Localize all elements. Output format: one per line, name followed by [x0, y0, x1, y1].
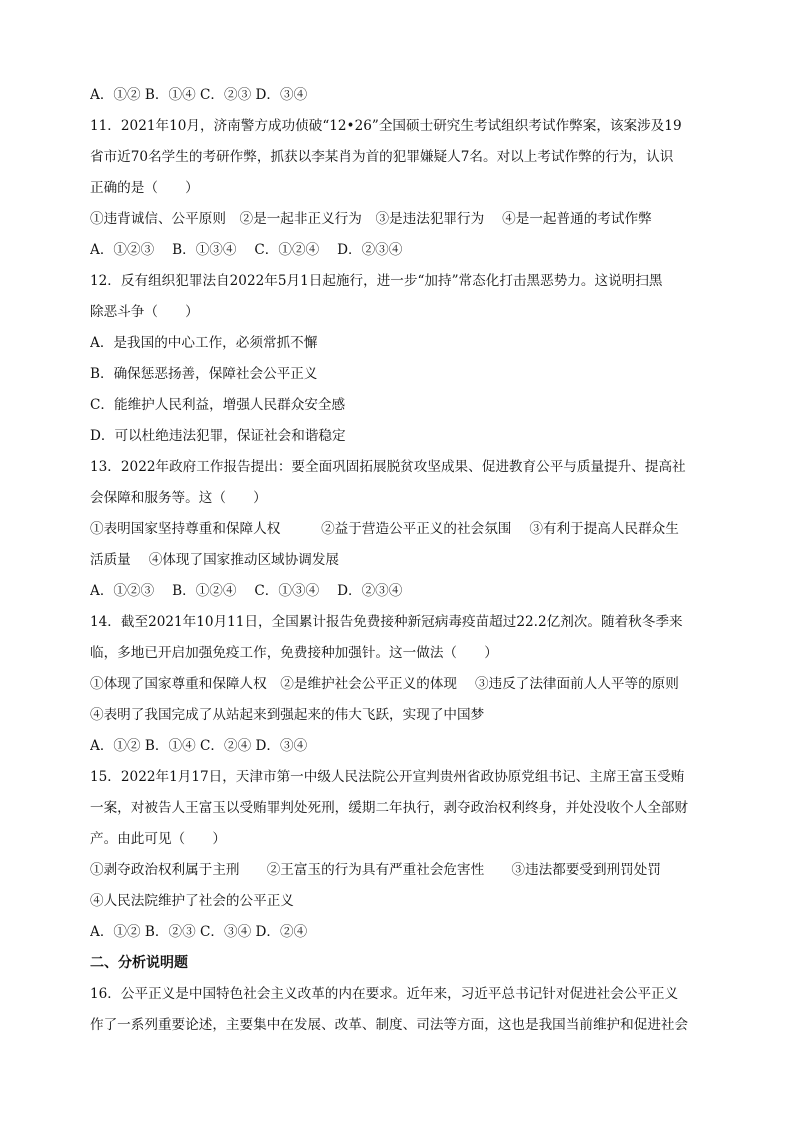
q14-stem-line-1: 14．截至2021年10月11日，全国累计报告免费接种新冠病毒疫苗超过22.2亿剂次。随着秋冬季来 [90, 614, 683, 630]
q12-option-d: D．可以杜绝违法犯罪，保证社会和谐稳定 [90, 428, 346, 444]
q15-stem-line-1: 15．2022年1月17日，天津市第一中级人民法院公开宣判贵州省政协原党组书记、主席王富玉受贿 [90, 769, 685, 785]
q11-stem-line-1: 11．2021年10月，济南警方成功侦破“12•26”全国硕士研究生考试组织考试作弊案，该案涉及19 [90, 118, 682, 134]
q10-options: A．①② B．①④ C．②③ D．③④ [90, 87, 308, 103]
q12-option-a: A．是我国的中心工作，必须常抓不懈 [90, 335, 318, 351]
q15-statements-line-2: ④人民法院维护了社会的公平正义 [90, 893, 294, 909]
q12-stem-line-2: 除恶斗争（ ） [90, 304, 199, 320]
q15-stem-line-2: 一案，对被告人王富玉以受贿罪判处死刑，缓期二年执行，剥夺政治权利终身，并处没收个人全部财 [90, 800, 689, 816]
q13-statements-line-1: ①表明国家坚持尊重和保障人权 ②益于营造公平正义的社会氛围 ③有利于提高人民群众生 [90, 521, 679, 537]
q14-statements-line-1: ①体现了国家尊重和保障人权 ②是维护社会公平正义的体现 ③违反了法律面前人人平等的原则 [90, 676, 679, 692]
q14-statements-line-2: ④表明了我国完成了从站起来到强起来的伟大飞跃，实现了中国梦 [90, 707, 485, 723]
q12-option-b: B．确保惩恶扬善，保障社会公平正义 [90, 366, 318, 382]
q16-stem-line-2: 作了一系列重要论述，主要集中在发展、改革、制度、司法等方面，这也是我国当前维护和促进社会 [90, 1017, 689, 1033]
q12-stem-line-1: 12．反有组织犯罪法自2022年5月1日起施行，进一步“加持”常态化打击黑恶势力。这说明扫黑 [90, 273, 663, 289]
q13-stem-line-1: 13．2022年政府工作报告提出：要全面巩固拓展脱贫攻坚成果、促进教育公平与质量提升、提高社 [90, 459, 686, 475]
q14-options: A．①② B．①④ C．②④ D．③④ [90, 738, 308, 754]
q15-options: A．①② B．②③ C．③④ D．②④ [90, 924, 308, 940]
q15-statements-line-1: ①剥夺政治权利属于主刑 ②王富玉的行为具有严重社会危害性 ③违法都要受到刑罚处罚 [90, 862, 661, 878]
q12-option-c: C．能维护人民利益，增强人民群众安全感 [90, 397, 346, 413]
q14-stem-line-2: 临，多地已开启加强免疫工作，免费接种加强针。这一做法（ ） [90, 645, 498, 661]
section-heading-analysis: 二、分析说明题 [90, 955, 188, 971]
q16-stem-line-1: 16．公平正义是中国特色社会主义改革的内在要求。近年来，习近平总书记针对促进社会公平正义 [90, 986, 679, 1002]
q11-options: A．①②③ B．①③④ C．①②④ D．②③④ [90, 242, 403, 258]
q11-stem-line-3: 正确的是（ ） [90, 180, 199, 196]
q13-statements-line-2: 活质量 ④体现了国家推动区域协调发展 [90, 552, 340, 568]
q11-statements: ①违背诚信、公平原则 ②是一起非正义行为 ③是违法犯罪行为 ④是一起普通的考试作弊 [90, 211, 652, 227]
q11-stem-line-2: 省市近70名学生的考研作弊，抓获以李某肖为首的犯罪嫌疑人7名。对以上考试作弊的行为，认识 [90, 149, 674, 165]
q15-stem-line-3: 产。由此可见（ ） [90, 831, 226, 847]
q13-options: A．①②③ B．①②④ C．①③④ D．②③④ [90, 583, 403, 599]
q13-stem-line-2: 会保障和服务等。这（ ） [90, 490, 267, 506]
